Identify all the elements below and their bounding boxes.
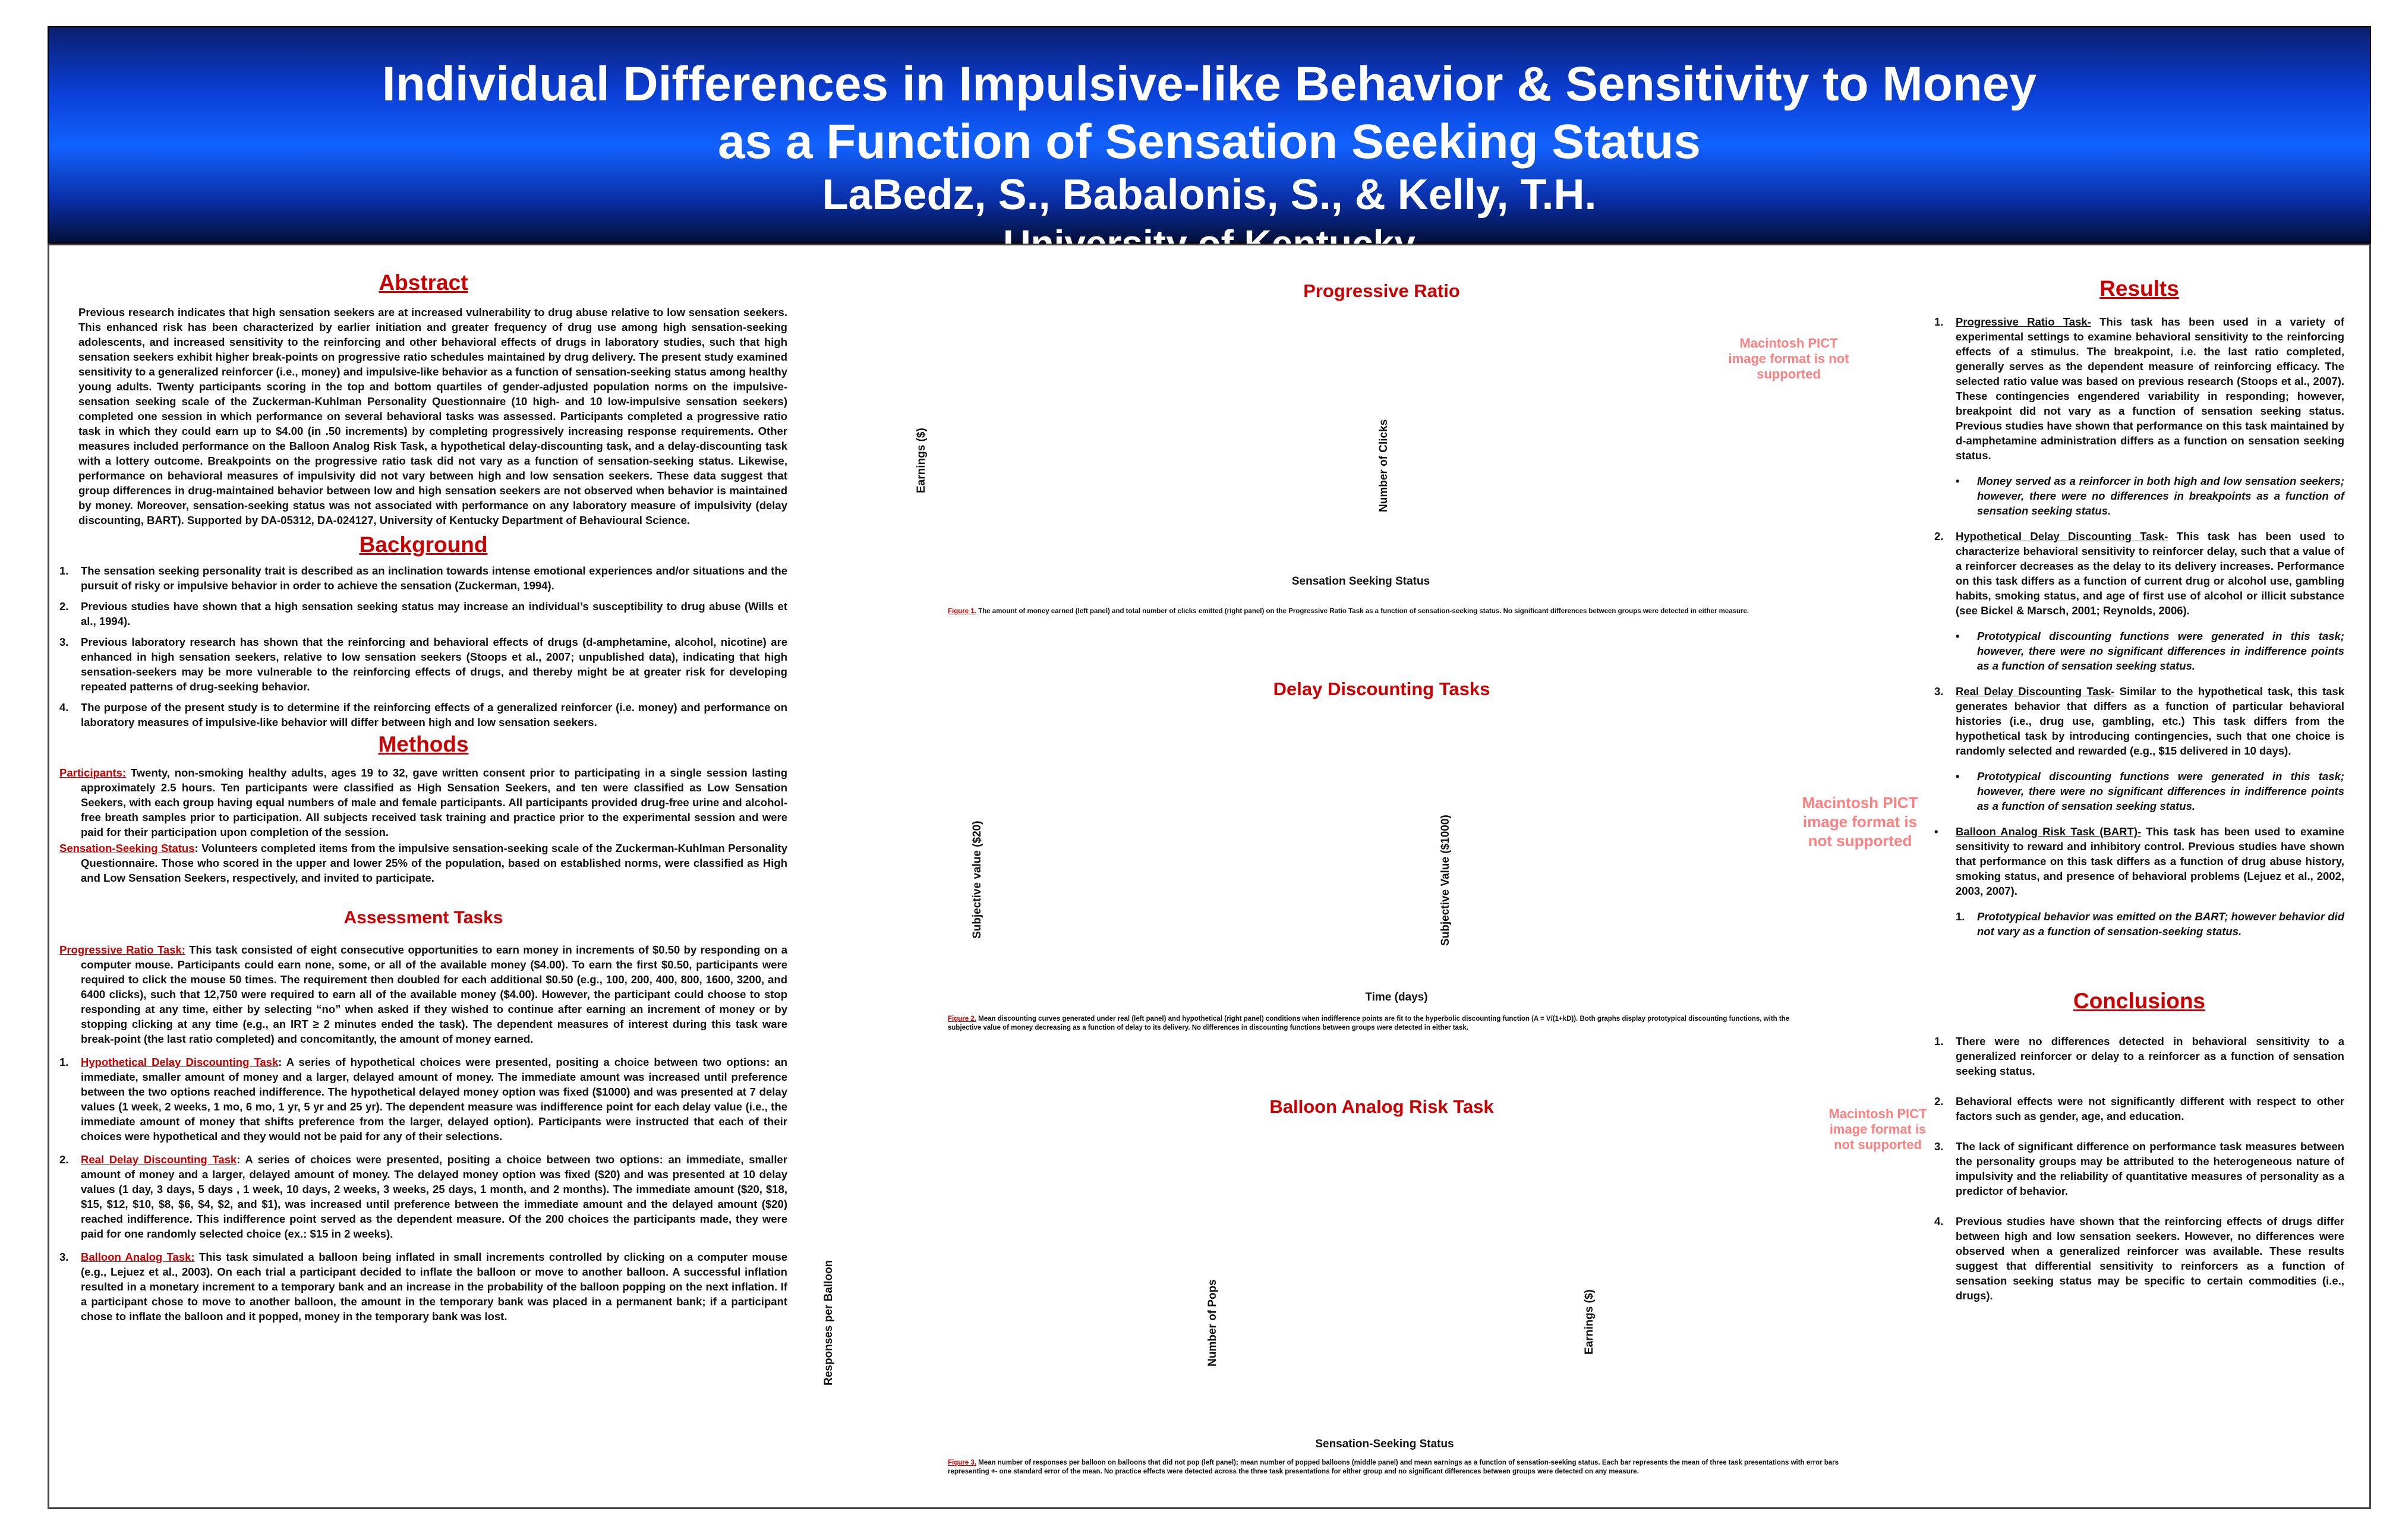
pict-placeholder: Macintosh PICT image format is not supported [1728, 336, 1849, 381]
result-item: 3. Real Delay Discounting Task- Similar to the hypothetical task, this task generates behavior that differs as a function of particular behavioral histories (i.e., drug use, gambling, etc.) This task differs from the hypothetical task by introducing contingencies, such that one choice is randomly selected and rewarded (e.g., $15 delivered in 10 days). [1934, 685, 2345, 757]
title-line-1: Individual Differences in Impulsive-like Behavior & Sensitivity to Money [382, 57, 2037, 111]
figure-3-caption: Figure 3. Mean number of responses per balloon on balloons that did not pop (left panel); mean number of popped balloons (middle panel) and mean earnings as a function of sensation-seeking status. Each bar represents the mean of three task presentations with error bars representing +- one standard error of the mean. No practice effects were detected across the three task presentations for either group and no significant differences between groups were detected on any measure. [948, 1459, 1839, 1475]
task-item: 2. Real Delay Discounting Task: A series of choices were presented, positing a choice between two options: an immediate, smaller amount of money and a larger, delayed amount of money. The delayed money option was fixed ($20) and was presented at 10 delay values (1 day, 3 days, 5 days , 1 week, 10 days, 2 weeks, 3 weeks, 25 days, 1 month, and 2 months). The immediate amount ($20, $18, $15, $12, $10, $8, $6, $4, $2, and $1), was increased until preference between the immediate amount and the delayed amount ($20) reached indifference. This indifference point served as the dependent measure. Of the 200 choices the participants made, they were paid for one randomly selected choice (ex.: $15 in 2 weeks). [59, 1153, 787, 1240]
dd-figure-title: Delay Discounting Tasks [1273, 679, 1490, 699]
background-list [59, 563, 787, 730]
result-item: 2. Hypothetical Delay Discounting Task- This task has been used to characterize behavioral sensitivity to reinforcer delay, such that a value of a reinforcer decreases as the delay to its delivery increases. Performance on this task differs as a function of current drug or alcohol use, gambling habits, smoking status, and age of first use of alcohol or illicit substance (see Bickel & Marsch, 2001; Reynolds, 2006). [1934, 530, 2345, 617]
background-item: 1. The sensation seeking personality trait is described as an inclination towards intense emotional experiences and/or situations and the pursuit of risky or impulsive behavior in order to achieve the sensation (Zuckerman, 1994). [59, 564, 787, 592]
affiliation: University of Kentucky [1003, 222, 1415, 265]
pict-placeholder: Macintosh PICT image format is not supported [1828, 1106, 1927, 1152]
right-column [1934, 276, 2344, 1303]
pr-y-axis-label-clicks: Number of Clicks [1377, 419, 1390, 512]
progressive-ratio-paragraph: Progressive Ratio Task: This task consisted of eight consecutive opportunities to earn money in increments of $0.50 by responding on a computer mouse. Participants could earn none, some, or all of the available money ($4.00). To earn the first $0.50, participants were required to click the mouse 50 times. The requirement then doubled for each additional $0.50 (e.g., 100, 200, 400, 800, 1600, 3200, and 6400 clicks), such that 12,750 were required to earn all of the available money ($4.00). However, the participant could choose to stop responding at any time, either by selecting “no” when asked if they wished to continue after earning an increment of money or by stopping clicking at any time (e.g., an IRT ≥ 2 minutes ended the task). The dependent measures of interest during this task ware break-point (the last ratio completed) and concomitantly, the amount of money earned. [59, 943, 787, 1045]
title-line-2: as a Function of Sensation Seeking Status [718, 115, 1701, 169]
bart-figure-title: Balloon Analog Risk Task [1269, 1096, 1494, 1117]
conclusion-item: 3. The lack of significant difference on performance task measures between the personality groups may be attributed to the heterogeneous nature of impulsivity and the reliability of quantitative measures of personality as a predictor of behavior. [1934, 1140, 2344, 1197]
pr-x-axis-label: Sensation Seeking Status [1291, 575, 1430, 588]
pr-y-axis-label-earnings: Earnings ($) [915, 428, 928, 493]
dd-y-axis-label-hypothetical: Subjective Value ($1000) [1439, 815, 1452, 946]
bart-y-axis-label-earnings: Earnings ($) [1583, 1289, 1596, 1355]
participants-label: Participants: [59, 766, 127, 779]
abstract-text: Previous research indicates that high sensation seekers are at increased vulnerability to drug abuse relative to low sensation seekers. This enhanced risk has been characterized by earlier initiation and greater frequency of drug use among high sensation-seeking adolescents, and increased sensitivity to the reinforcing and other behavioral effects of drugs in laboratory studies, such that high sensation seekers exhibit higher break-points on progressive ratio schedules maintained by drug delivery. The present study examined sensitivity to a generalized reinforcer (i.e., money) and impulsive-like behavior as a function of sensation-seeking status among healthy young adults. Twenty participants scoring in the top and bottom quartiles of gender-adjusted population norms on the impulsive-sensation seeking scale of the Zuckerman-Kuhlman Personality Questionnaire (10 high- and 10 low-impulsive sensation seekers) completed one session in which performance on several behavioral tasks was assessed. Participants completed a progressive ratio task in which they could earn up to $4.00 (in .50 increments) by completing progressively increasing response requirements. Other measures included performance on the Balloon Analog Risk Task, a hypothetical delay-discounting task, and a delay-discounting task with a lottery outcome. Breakpoints on the progressive ratio task did not vary as a function of sensation-seeking status. Likewise, performance on behavioral measures of impulsivity did not vary between high and low sensation seekers. These data suggest that group differences in drug-maintained behavior between low and high sensation seekers are not observed when behavior is maintained by money. Moreover, sensation-seeking status was not associated with performance on any laboratory measure of impulsivity (delay discounting, BART). Supported by DA-05312, DA-024127, University of Kentucky Department of Behavioural Science. [78, 306, 787, 526]
assessment-heading: Assessment Tasks [343, 908, 503, 927]
ss-label: Sensation-Seeking Status [59, 842, 195, 854]
conclusion-item: 1. There were no differences detected in behavioral sensitivity to a generalized reinforcer or delay to a reinforcer as a function of sensation seeking status. [1934, 1035, 2344, 1077]
pict-placeholder: Macintosh PICT image format is not supported [1802, 794, 1918, 850]
result-item: 1. Progressive Ratio Task- This task has been used in a variety of experimental settings to examine behavioral sensitivity to the reinforcing effects of a stimulus. The breakpoint, i.e. the last ratio completed, generally serves as the dependent measure of reinforcing efficacy. The selected ratio value was based on previous research (Stoops et al., 2007). These contingencies engendered variability in responding; however, breakpoint did not vary as a function of sensation seeking status. Previous studies have shown that performance on this task maintained by d-amphetamine administration differs as a function on sensation seeking status. [1934, 315, 2344, 462]
pr-task-label: Progressive Ratio Task: [59, 943, 185, 956]
authors: LaBedz, S., Babalonis, S., & Kelly, T.H. [822, 171, 1597, 219]
result-bullet: • Prototypical discounting functions were generated in this task; however, there were no significant differences in indifference points as a function of sensation seeking status. [1956, 630, 2344, 672]
figure-2-caption: Figure 2. Mean discounting curves generated under real (left panel) and hypothetical (right panel) conditions when indifference points are fit to the hyperbolic discounting function (A = V/(1+kD)). Both graphs display prototypical discounting functions, with the subjective value of money decreasing as a function of delay to its delivery. No differences in discounting functions between groups were detected in either task. [948, 1015, 1790, 1031]
methods-heading: Methods [378, 732, 469, 756]
abstract-heading: Abstract [379, 270, 468, 295]
background-item: 2. Previous studies have shown that a high sensation seeking status may increase an individual’s susceptibility to drug abuse (Wills et al., 1994). [59, 600, 787, 627]
bart-y-axis-label-responses: Responses per Balloon [822, 1260, 835, 1386]
result-item: • Balloon Analog Risk Task (BART)- This task has been used to examine sensitivity to reward and inhibitory control. Previous studies have shown that performance on this task differs as a function of drug abuse history, smoking status, and presence of behavioral problems (Lejuez et al., 2002, 2003, 2007). [1934, 825, 2344, 897]
dd-y-axis-label-real: Subjective value ($20) [971, 821, 983, 939]
result-bullet: • Prototypical discounting functions were generated in this task; however, there were no significant differences in indifference points as a function of sensation seeking status. [1956, 770, 2344, 812]
result-bullet: • Money served as a reinforcer in both high and low sensation seekers; however, there were no differences in breakpoints as a function of sensation seeking status. [1956, 475, 2344, 517]
background-item: 4. The purpose of the present study is to determine if the reinforcing effects of a generalized reinforcer (i.e. money) and performance on laboratory measures of impulsive-like behavior will differ between high and low sensation seekers. [59, 701, 787, 728]
background-heading: Background [359, 532, 488, 557]
conclusion-item: 2. Behavioral effects were not significantly different with respect to other factors such as gender, age, and education. [1934, 1095, 2344, 1122]
sensation-seeking-paragraph: Sensation-Seeking Status: Volunteers completed items from the impulsive sensation-seeking scale of the Zuckerman-Kuhlman Personality Questionnaire. Those who scored in the upper and lower 25% of the population, based on established norms, were classified as High and Low Sensation Seekers, respectively, and invited to participate. [59, 842, 788, 884]
task-item: 1. Hypothetical Delay Discounting Task: A series of hypothetical choices were presented, positing a choice between two options: an immediate, smaller amount of money and a larger, delayed amount of money. The immediate amount was increased until preference between the two options reached indifference. The hypothetical delayed money option was fixed ($1000) and was presented at 7 delay values (1 week, 2 weeks, 1 mo, 6 mo, 1 yr, 5 yr and 25 yr). The dependent measure was indifference point for each delay value (i.e., the immediate amount of money that shifts preference from the larger, delayed option). Participants were instructed that each of their choices were hypothetical and they would not be paid for any of their selections. [59, 1056, 787, 1143]
participants-paragraph: Participants: Twenty, non-smoking healthy adults, ages 19 to 32, gave written consent prior to participating in a single session lasting approximately 2.5 hours. Ten participants were classified as High Sensation Seekers, and ten were classified as Low Sensation Seekers, with each group having equal numbers of male and female participants. All participants provided drug-free urine and alcohol-free breath samples prior to participation. All subjects received task training and practice prior to the experimental session and were paid for their participation upon completion of the session. [59, 766, 787, 838]
dd-x-axis-label: Time (days) [1365, 991, 1428, 1003]
conclusions-heading: Conclusions [2073, 989, 2206, 1013]
pr-figure-title: Progressive Ratio [1303, 280, 1460, 301]
figure-1-caption: Figure 1. The amount of money earned (left panel) and total number of clicks emitted (right panel) on the Progressive Ratio Task as a function of sensation-seeking status. No significant differences between groups were detected in either measure. [948, 608, 1749, 615]
bart-x-axis-label: Sensation-Seeking Status [1315, 1438, 1454, 1450]
result-bullet: 1. Prototypical behavior was emitted on the BART; however behavior did not vary as a function of sensation-seeking status. [1956, 910, 2344, 938]
bart-y-axis-label-pops: Number of Pops [1206, 1279, 1219, 1367]
task-item: 3. Balloon Analog Task: This task simulated a balloon being inflated in small increments controlled by clicking on a computer mouse (e.g., Lejuez et al., 2003). On each trial a participant decided to inflate the balloon or move to another balloon. A successful inflation resulted in a monetary increment to a temporary bank and an increase in the probability of the balloon popping on the next inflation. If a participant chose to move to another balloon, the amount in the temporary bank was placed in a permanent bank; if a participant chose to inflate the balloon and it popped, money in the temporary bank was lost. [59, 1251, 787, 1323]
background-item: 3. Previous laboratory research has shown that the reinforcing and behavioral effects of drugs (d-amphetamine, alcohol, nicotine) are enhanced in high sensation seekers, relative to low sensation seekers (Stoops et al., 2007; unpublished data), indicating that high sensation-seekers may be more vulnerable to the reinforcing effects of drugs, and thereby might be at greater risk for developing repeated patterns of drug-seeking behavior. [59, 636, 787, 693]
results-heading: Results [2099, 276, 2179, 301]
poster-header [48, 26, 2371, 265]
left-column [59, 270, 787, 1324]
conclusion-item: 4. Previous studies have shown that the reinforcing effects of drugs differ between high and low sensation seekers. However, no differences were observed when a generalized reinforcer was available. These results suggest that differential sensitivity to reinforcers as a function of sensation seeking status may be specific to certain commodities (i.e., drugs). [1934, 1215, 2344, 1302]
